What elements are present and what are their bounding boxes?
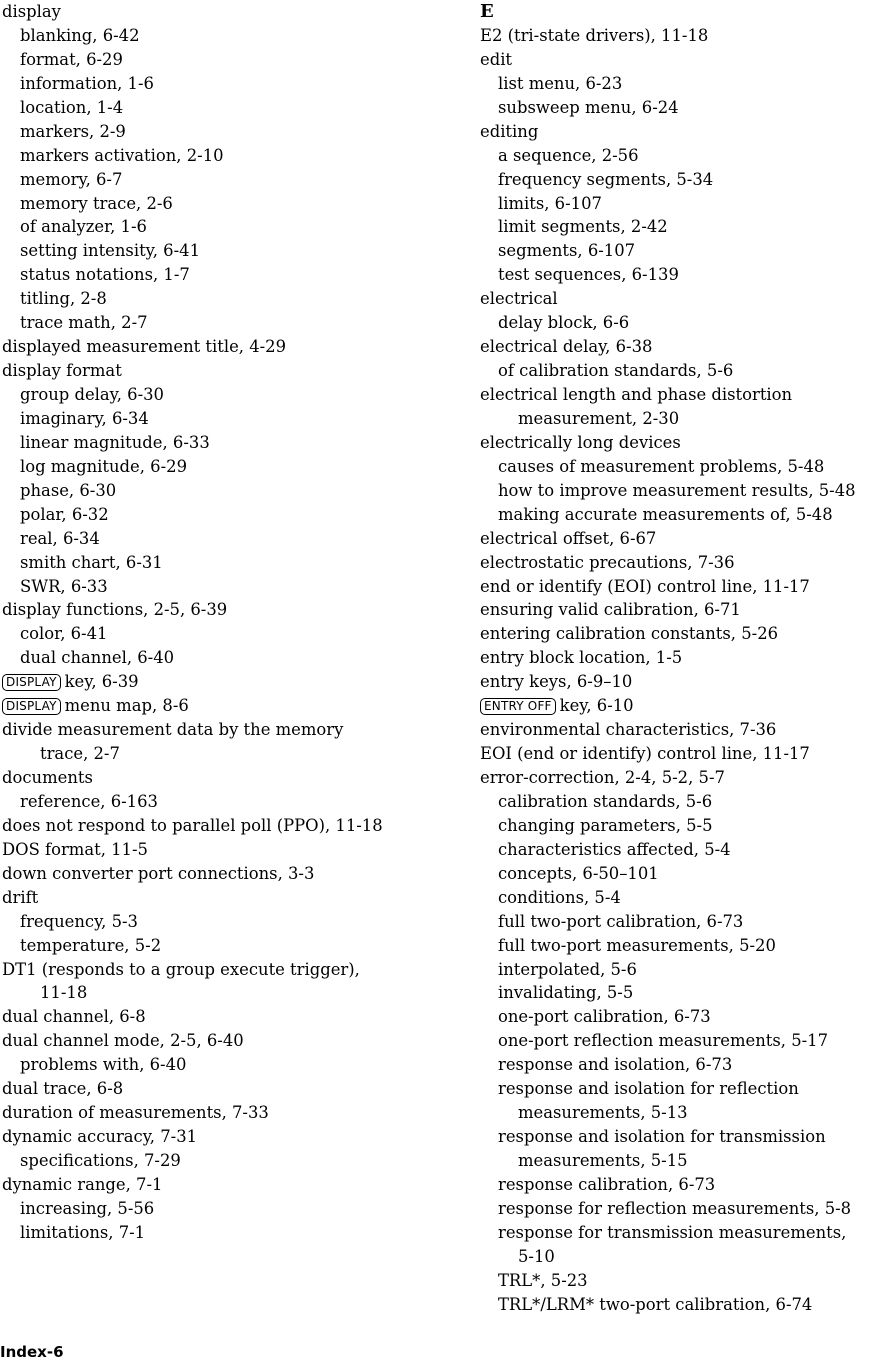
- entry-text: DOS format, 11-5: [2, 839, 148, 859]
- hardkey-label: DISPLAY: [2, 698, 61, 715]
- index-subentry-continuation: [480, 1245, 896, 1269]
- entry-text: down converter port connections, 3-3: [2, 863, 315, 883]
- index-entry: [480, 718, 896, 742]
- entry-text: dynamic range, 7-1: [2, 1174, 163, 1194]
- index-subentry: [2, 287, 442, 311]
- entry-text: TRL*, 5-23: [498, 1270, 588, 1290]
- index-subentry: [480, 862, 896, 886]
- entry-text: markers, 2-9: [20, 121, 126, 141]
- entry-text: entry keys, 6-9–10: [480, 672, 633, 692]
- entry-text: a sequence, 2-56: [498, 145, 639, 165]
- entry-text: drift: [2, 887, 39, 907]
- entry-text: entry block location, 1-5: [480, 648, 683, 668]
- index-entry: [2, 838, 442, 862]
- index-entry: [2, 886, 442, 910]
- entry-text: ensuring valid calibration, 6-71: [480, 600, 741, 620]
- entry-text: memory, 6-7: [20, 169, 123, 189]
- entry-text: how to improve measurement results, 5-48: [498, 480, 856, 500]
- index-subentry: [2, 455, 442, 479]
- page-number: Index-6: [0, 1343, 64, 1361]
- entry-text: duration of measurements, 7-33: [2, 1103, 269, 1123]
- index-entry: [2, 598, 442, 622]
- index-entry: [480, 383, 896, 407]
- entry-text: electrically long devices: [480, 432, 681, 452]
- entry-text: end or identify (EOI) control line, 11-17: [480, 576, 810, 596]
- index-subentry: [480, 1269, 896, 1293]
- entry-text: E: [480, 1, 494, 22]
- entry-text: format, 6-29: [20, 49, 123, 69]
- index-subentry-continuation: [480, 1101, 896, 1125]
- entry-text: divide measurement data by the memory: [2, 720, 344, 740]
- section-letter: [480, 0, 896, 24]
- index-entry-continuation: [2, 742, 442, 766]
- entry-text: menu map, 8-6: [64, 696, 189, 716]
- index-subentry: [2, 1053, 442, 1077]
- entry-text: segments, 6-107: [498, 241, 636, 261]
- entry-text: calibration standards, 5-6: [498, 791, 713, 811]
- entry-text: dynamic accuracy, 7-31: [2, 1127, 198, 1147]
- index-entry: [2, 335, 442, 359]
- entry-text: electrical length and phase distortion: [480, 385, 793, 404]
- entry-text: limits, 6-107: [498, 193, 602, 213]
- entry-text: key, 6-10: [559, 696, 634, 716]
- index-subentry: [2, 575, 442, 599]
- index-entry: [2, 862, 442, 886]
- index-entry: [2, 1125, 442, 1149]
- hardkey-label: DISPLAY: [2, 674, 61, 691]
- entry-text: does not respond to parallel poll (PPO), 11-18: [2, 815, 383, 835]
- entry-text: trace math, 2-7: [20, 313, 148, 333]
- entry-text: limitations, 7-1: [20, 1222, 146, 1242]
- index-entry: [2, 718, 442, 742]
- index-subentry: [480, 192, 896, 216]
- entry-text: measurement, 2-30: [518, 408, 680, 428]
- index-entry: [2, 814, 442, 838]
- entry-text: key, 6-39: [64, 672, 139, 692]
- index-entry: [480, 575, 896, 599]
- index-subentry: [480, 503, 896, 527]
- index-entry: [480, 622, 896, 646]
- entry-text: one-port calibration, 6-73: [498, 1007, 711, 1027]
- entry-text: error-correction, 2-4, 5-2, 5-7: [480, 768, 725, 787]
- entry-text: list menu, 6-23: [498, 73, 623, 93]
- index-subentry: [480, 838, 896, 862]
- index-entry: [480, 670, 896, 694]
- entry-text: 5-10: [518, 1246, 555, 1266]
- entry-text: location, 1-4: [20, 97, 124, 117]
- index-subentry: [480, 790, 896, 814]
- index-subentry: [480, 1077, 896, 1101]
- index-subentry: [480, 1125, 896, 1149]
- index-subentry: [2, 192, 442, 216]
- index-entry: [480, 646, 896, 670]
- index-entry: [480, 120, 896, 144]
- entry-text: E2 (tri-state drivers), 11-18: [480, 25, 709, 45]
- entry-text: dual channel, 6-8: [2, 1007, 146, 1027]
- entry-text: DT1 (responds to a group execute trigger),: [2, 959, 360, 979]
- entry-text: frequency segments, 5-34: [498, 169, 714, 189]
- entry-text: titling, 2-8: [20, 289, 107, 309]
- index-entry: [2, 0, 442, 24]
- index-subentry: [480, 168, 896, 192]
- entry-text: reference, 6-163: [20, 791, 158, 811]
- entry-text: subsweep menu, 6-24: [498, 97, 679, 117]
- entry-text: specifications, 7-29: [20, 1151, 181, 1170]
- entry-text: delay block, 6-6: [498, 313, 630, 333]
- index-subentry: [2, 24, 442, 48]
- index-subentry: [2, 551, 442, 575]
- entry-text: full two-port measurements, 5-20: [498, 935, 776, 955]
- entry-text: entering calibration constants, 5-26: [480, 624, 779, 644]
- index-subentry: [2, 311, 442, 335]
- index-subentry: [480, 1029, 896, 1053]
- entry-text: response for transmission measurements,: [498, 1222, 847, 1242]
- entry-text: display functions, 2-5, 6-39: [2, 600, 228, 620]
- entry-text: smith chart, 6-31: [20, 552, 163, 572]
- entry-text: increasing, 5-56: [20, 1198, 155, 1218]
- entry-text: displayed measurement title, 4-29: [2, 337, 287, 357]
- index-subentry: [2, 120, 442, 144]
- entry-text: 11-18: [40, 983, 88, 1003]
- index-subentry: [480, 215, 896, 239]
- index-subentry: [2, 1221, 442, 1245]
- index-entry: [480, 766, 896, 790]
- index-entry: [480, 598, 896, 622]
- entry-text: setting intensity, 6-41: [20, 241, 200, 261]
- index-entry: [2, 1101, 442, 1125]
- entry-text: trace, 2-7: [40, 744, 120, 764]
- index-subentry: [2, 263, 442, 287]
- entry-text: of analyzer, 1-6: [20, 217, 147, 237]
- index-subentry: [480, 934, 896, 958]
- entry-text: of calibration standards, 5-6: [498, 361, 734, 381]
- entry-text: polar, 6-32: [20, 504, 109, 524]
- index-subentry: [2, 144, 442, 168]
- entry-text: markers activation, 2-10: [20, 145, 224, 165]
- index-subentry: [2, 934, 442, 958]
- entry-text: conditions, 5-4: [498, 887, 621, 907]
- index-entry: [480, 742, 896, 766]
- entry-text: edit: [480, 49, 513, 69]
- index-entry: [480, 287, 896, 311]
- entry-text: electrostatic precautions, 7-36: [480, 552, 735, 572]
- entry-text: dual channel, 6-40: [20, 648, 175, 668]
- entry-text: electrical delay, 6-38: [480, 337, 653, 357]
- entry-text: TRL*/LRM* two-port calibration, 6-74: [498, 1294, 813, 1314]
- entry-text: memory trace, 2-6: [20, 193, 173, 213]
- index-entry: [2, 1005, 442, 1029]
- entry-text: blanking, 6-42: [20, 25, 140, 45]
- entry-text: phase, 6-30: [20, 480, 117, 500]
- entry-text: display format: [2, 361, 122, 381]
- index-subentry: [2, 479, 442, 503]
- entry-text: changing parameters, 5-5: [498, 815, 713, 835]
- index-subentry: [2, 790, 442, 814]
- entry-text: imaginary, 6-34: [20, 408, 149, 428]
- entry-text: interpolated, 5-6: [498, 959, 637, 979]
- index-subentry: [480, 311, 896, 335]
- index-subentry: [480, 814, 896, 838]
- index-subentry: [480, 1221, 896, 1245]
- index-column-right: [480, 0, 896, 1317]
- hardkey-label: ENTRY OFF: [480, 698, 556, 715]
- entry-text: EOI (end or identify) control line, 11-17: [480, 744, 810, 764]
- entry-text: measurements, 5-13: [518, 1103, 688, 1123]
- index-subentry: [480, 958, 896, 982]
- entry-text: electrical offset, 6-67: [480, 528, 657, 548]
- entry-text: SWR, 6-33: [20, 576, 108, 596]
- index-subentry: [480, 981, 896, 1005]
- index-entry: [2, 1029, 442, 1053]
- index-subentry: [2, 527, 442, 551]
- entry-text: response and isolation, 6-73: [498, 1055, 733, 1075]
- index-entry: [480, 527, 896, 551]
- index-entry: [480, 694, 896, 718]
- entry-text: status notations, 1-7: [20, 265, 190, 285]
- entry-text: real, 6-34: [20, 528, 100, 548]
- index-subentry: [480, 1173, 896, 1197]
- entry-text: invalidating, 5-5: [498, 983, 634, 1003]
- index-entry: [2, 766, 442, 790]
- entry-text: response and isolation for reflection: [498, 1079, 799, 1099]
- index-subentry: [480, 1005, 896, 1029]
- entry-text: response for reflection measurements, 5-8: [498, 1198, 852, 1218]
- entry-text: documents: [2, 768, 93, 787]
- entry-text: dual trace, 6-8: [2, 1079, 124, 1099]
- index-subentry: [2, 646, 442, 670]
- index-subentry-continuation: [480, 1149, 896, 1173]
- index-subentry: [2, 48, 442, 72]
- index-entry: [480, 431, 896, 455]
- index-subentry: [2, 168, 442, 192]
- index-subentry: [2, 239, 442, 263]
- index-entry: [2, 1173, 442, 1197]
- index-entry-continuation: [480, 407, 896, 431]
- index-column-left: [2, 0, 442, 1245]
- index-entry-continuation: [2, 981, 442, 1005]
- index-subentry: [2, 431, 442, 455]
- entry-text: environmental characteristics, 7-36: [480, 720, 777, 740]
- entry-text: linear magnitude, 6-33: [20, 432, 210, 452]
- index-subentry: [2, 383, 442, 407]
- entry-text: problems with, 6-40: [20, 1055, 187, 1075]
- index-entry: [2, 958, 442, 982]
- entry-text: measurements, 5-15: [518, 1151, 688, 1170]
- index-subentry: [480, 96, 896, 120]
- index-entry: [480, 335, 896, 359]
- index-entry: [2, 1077, 442, 1101]
- index-entry: [2, 359, 442, 383]
- index-subentry: [2, 1149, 442, 1173]
- entry-text: display: [2, 2, 61, 21]
- index-entry: [480, 24, 896, 48]
- entry-text: test sequences, 6-139: [498, 265, 679, 285]
- index-subentry: [480, 910, 896, 934]
- entry-text: color, 6-41: [20, 624, 108, 644]
- index-subentry: [480, 479, 896, 503]
- index-subentry: [2, 910, 442, 934]
- entry-text: group delay, 6-30: [20, 385, 164, 404]
- index-subentry: [480, 72, 896, 96]
- index-subentry: [480, 239, 896, 263]
- index-subentry: [2, 503, 442, 527]
- index-subentry: [2, 622, 442, 646]
- entry-text: characteristics affected, 5-4: [498, 839, 731, 859]
- index-subentry: [2, 1197, 442, 1221]
- index-subentry: [480, 1197, 896, 1221]
- entry-text: making accurate measurements of, 5-48: [498, 504, 833, 524]
- index-subentry: [2, 96, 442, 120]
- index-subentry: [480, 359, 896, 383]
- entry-text: response calibration, 6-73: [498, 1174, 716, 1194]
- entry-text: log magnitude, 6-29: [20, 456, 187, 476]
- entry-text: electrical: [480, 289, 558, 309]
- entry-text: dual channel mode, 2-5, 6-40: [2, 1031, 244, 1051]
- entry-text: response and isolation for transmission: [498, 1127, 826, 1147]
- index-subentry: [480, 886, 896, 910]
- index-subentry: [480, 1293, 896, 1317]
- entry-text: information, 1-6: [20, 73, 154, 93]
- entry-text: limit segments, 2-42: [498, 217, 668, 237]
- index-subentry: [2, 215, 442, 239]
- index-subentry: [480, 455, 896, 479]
- entry-text: concepts, 6-50–101: [498, 863, 659, 883]
- entry-text: frequency, 5-3: [20, 911, 138, 931]
- index-entry: [2, 694, 442, 718]
- entry-text: full two-port calibration, 6-73: [498, 911, 744, 931]
- index-entry: [2, 670, 442, 694]
- entry-text: temperature, 5-2: [20, 935, 162, 955]
- entry-text: one-port reflection measurements, 5-17: [498, 1031, 829, 1051]
- index-entry: [480, 48, 896, 72]
- index-subentry: [480, 1053, 896, 1077]
- index-entry: [480, 551, 896, 575]
- index-subentry: [480, 144, 896, 168]
- index-subentry: [2, 72, 442, 96]
- entry-text: causes of measurement problems, 5-48: [498, 456, 825, 476]
- index-subentry: [2, 407, 442, 431]
- index-subentry: [480, 263, 896, 287]
- entry-text: editing: [480, 121, 539, 141]
